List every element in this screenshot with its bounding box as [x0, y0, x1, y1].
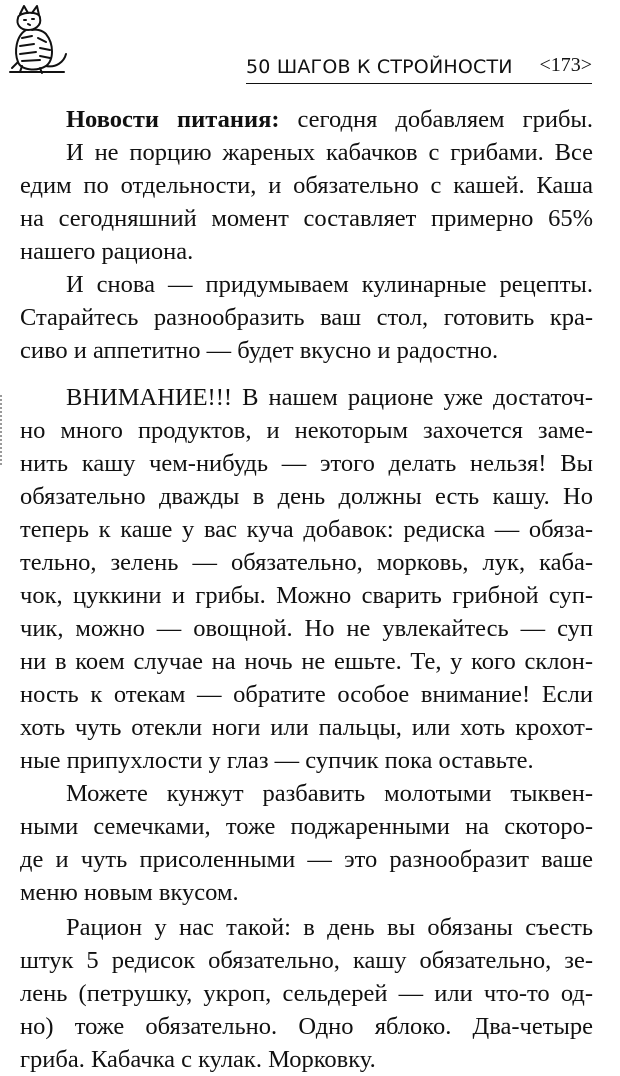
cat-logo-icon	[6, 4, 70, 76]
text-line: ность к отекам — обратите особое внимание! Если	[20, 681, 593, 708]
text-line: хоть чуть отекли ноги или пальцы, или хоть крохот-	[20, 714, 593, 741]
text-line: тельно, зелень — обязательно, морковь, лук, каба-	[20, 549, 593, 576]
page-number: <173>	[539, 54, 592, 76]
text-line: лень (петрушку, укроп, сельдерей — или что-то од-	[20, 980, 593, 1007]
text-line: едим по отдельности, и обязательно с кашей. Каша	[20, 172, 593, 199]
text-line: меню новым вкусом.	[20, 879, 239, 906]
text-line: ные припухлости у глаз — супчик пока оставьте.	[20, 747, 534, 774]
text-line: чик, можно — овощной. Но не увлекайтесь — суп	[20, 615, 593, 642]
text-line: Старайтесь разнообразить ваш стол, готовить кра-	[20, 304, 593, 331]
line-text: сегодня добавляем грибы.	[279, 106, 593, 133]
text-line	[66, 104, 593, 136]
text-line: Рацион у нас такой: в день вы обязаны съесть	[66, 914, 593, 941]
header-rule	[246, 83, 592, 84]
text-line: но) тоже обязательно. Одно яблоко. Два-четыре	[20, 1013, 593, 1040]
bold-lead: Новости питания:	[66, 106, 280, 133]
text-line: И не порцию жареных кабачков с грибами. Все	[66, 139, 593, 166]
text-line: чок, цуккини и грибы. Можно сварить грибной суп-	[20, 582, 593, 609]
text-line: ВНИМАНИЕ!!! В нашем рационе уже достаточ-	[66, 384, 593, 411]
text-line: ни в коем случае на ночь не ешьте. Те, у кого склон-	[20, 648, 593, 675]
text-line: теперь к каше у вас куча добавок: редиска — обяза-	[20, 516, 593, 543]
text-line: ными семечками, тоже поджаренными на скоторо-	[20, 813, 593, 840]
text-line: сиво и аппетитно — будет вкусно и радостно.	[20, 337, 499, 364]
text-line: нашего рациона.	[20, 238, 194, 265]
text-line: де и чуть присоленными — это разнообразит ваше	[20, 846, 593, 873]
text-line: И снова — придумываем кулинарные рецепты.	[66, 271, 593, 298]
text-line: но много продуктов, и некоторым захочется заме-	[20, 417, 593, 444]
text-line: штук 5 редисок обязательно, кашу обязательно, зе-	[20, 947, 593, 974]
text-line: обязательно дважды в день должны есть кашу. Но	[20, 483, 593, 510]
margin-mark	[0, 395, 5, 465]
text-line: нить кашу чем-нибудь — этого делать нельзя! Вы	[20, 450, 593, 477]
running-header	[246, 48, 606, 84]
text-line: Можете кунжут разбавить молотыми тыквен-	[66, 780, 593, 807]
text-line: на сегодняшний момент составляет примерно 65%	[20, 205, 593, 232]
text-line: гриба. Кабачка с кулак. Морковку.	[20, 1046, 376, 1073]
running-title: 50 ШАГОВ К СТРОЙНОСТИ	[246, 56, 513, 78]
